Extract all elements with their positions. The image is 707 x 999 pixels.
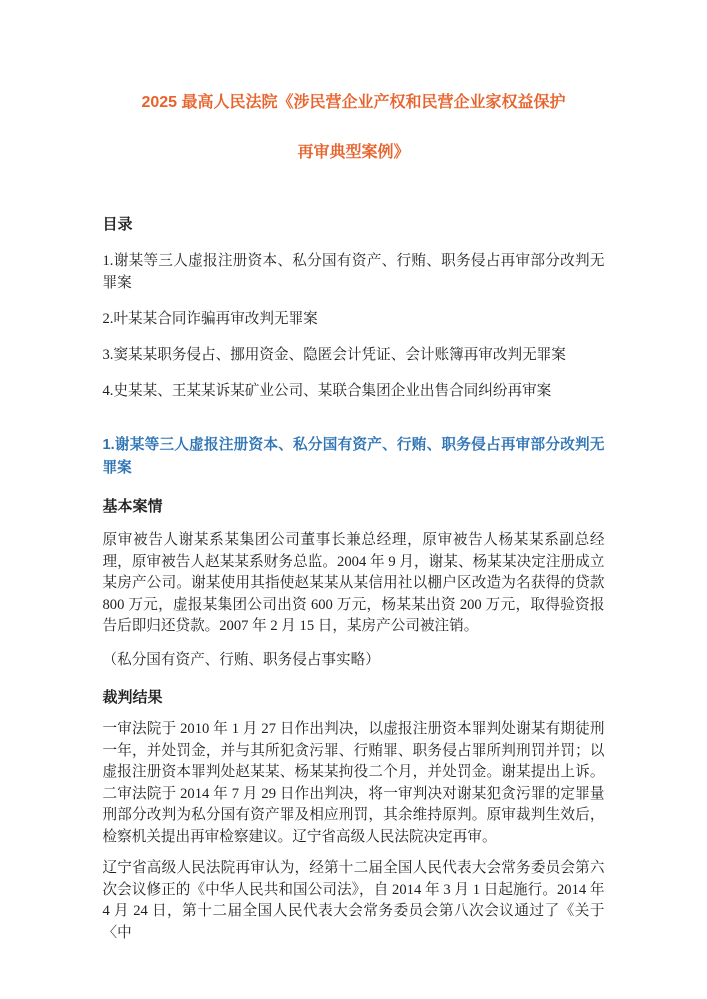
basic-facts-heading: 基本案情 (102, 498, 163, 515)
toc-item-2: 2.叶某某合同诈骗再审改判无罪案 (102, 311, 318, 327)
document-title-line-1: 2025 最高人民法院《涉民营企业产权和民营企业家权益保护 (141, 94, 566, 111)
document-title-line-2: 再审典型案例》 (297, 144, 410, 161)
case-1-section (103, 434, 605, 944)
judgment-result-paragraph: 一审法院于 2010 年 1 月 27 日作出判决，以虚报注册资本罪判处谢某有期徒刑一年，并处罚金，并与其所犯贪污罪、行贿罪、职务侵占罪所判刑罚并罚；以虚报注册资本罪判处赵某某、杨某某拘役二个月，并处罚金。谢某提出上诉。二审法院于 2014 年 7 月 29 日作出判决，将一审判决对谢某犯贪污罪的定罪量刑部分改判为私分国有资产罪及相应刑罚，其余维持原判。原审裁判生效后，检察机关提出再审检察建议。辽宁省高级人民法院决定再审。 (102, 721, 605, 845)
toc-item-1: 1.谢某等三人虚报注册资本、私分国有资产、行贿、职务侵占再审部分改判无罪案 (102, 253, 605, 291)
retrial-opinion-paragraph: 辽宁省高级人民法院再审认为，经第十二届全国人民代表大会常务委员会第六次会议修正的《中华人民共和国公司法》，自 2014 年 3 月 1 日起施行。2014 年 4 月 24 日，第十二届全国人民代表大会常务委员会第八次会议通过了《关于〈中 (102, 860, 605, 941)
document-title (103, 78, 605, 178)
toc-item-4: 4.史某某、王某某诉某矿业公司、某联合集团企业出售合同纠纷再审案 (102, 383, 552, 399)
document-content (103, 0, 605, 944)
toc-item-3: 3.窦某某职务侵占、挪用资金、隐匿会计凭证、会计账簿再审改判无罪案 (102, 347, 566, 363)
judgment-result-heading: 裁判结果 (102, 689, 163, 706)
toc-heading: 目录 (102, 216, 133, 233)
table-of-contents (103, 214, 605, 402)
omitted-facts-note: （私分国有资产、行贿、职务侵占事实略） (102, 651, 380, 668)
case-1-heading: 1.谢某等三人虚报注册资本、私分国有资产、行贿、职务侵占再审部分改判无罪案 (102, 437, 605, 476)
basic-facts-paragraph: 原审被告人谢某系某集团公司董事长兼总经理，原审被告人杨某某系副总经理，原审被告人赵某某系财务总监。2004 年 9 月，谢某、杨某某决定注册成立某房产公司。谢某使用其指使赵某某从某信用社以棚户区改造为名获得的贷款 800 万元，虚报某集团公司出资 600 万元，杨某某出资 200 万元，取得验资报告后即归还贷款。2007 年 2 月 15 日，某房产公司被注销。 (102, 532, 605, 634)
